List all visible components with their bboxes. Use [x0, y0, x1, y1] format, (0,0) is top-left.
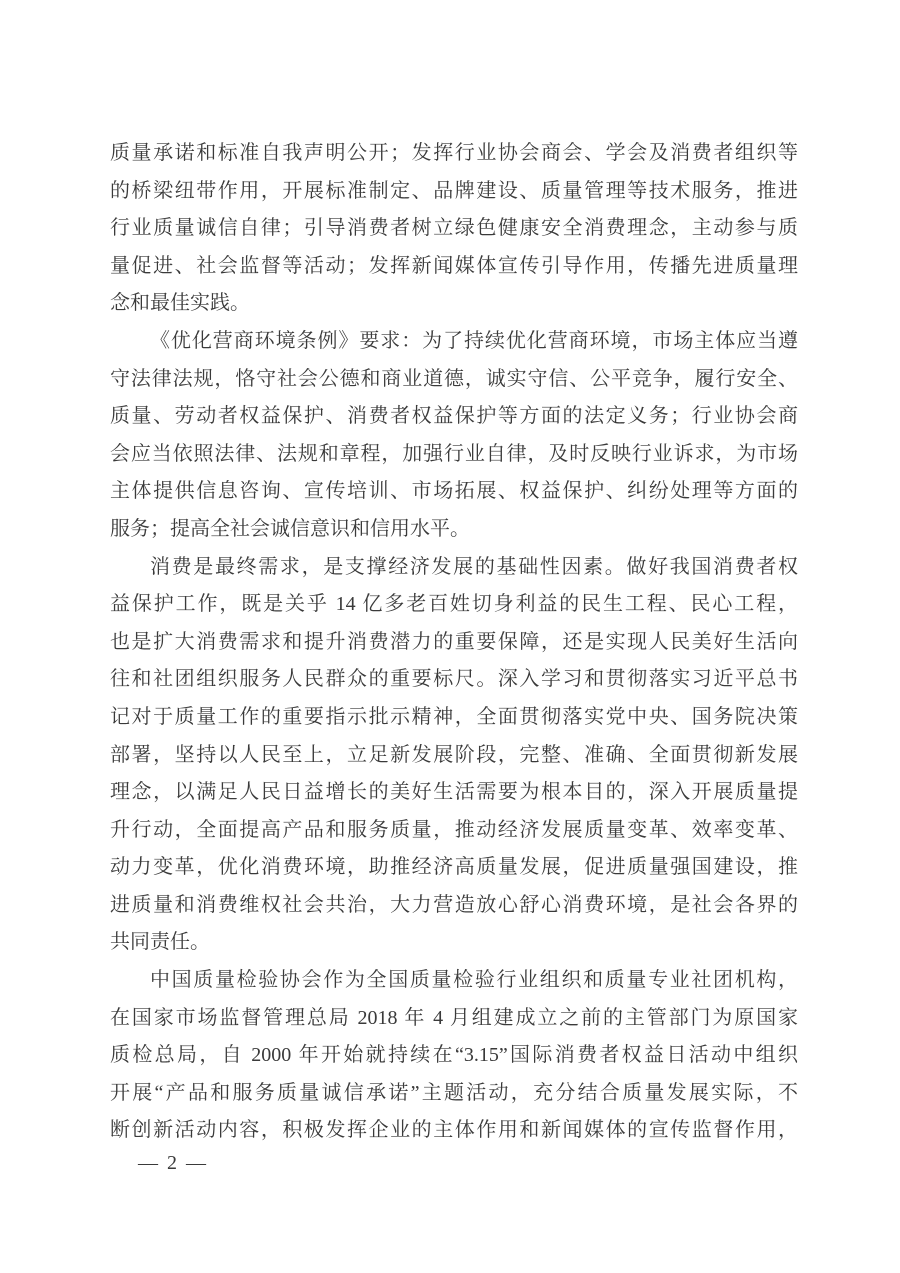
text-line: 也是扩大消费需求和提升消费潜力的重要保障，还是实现人民美好生活向 [110, 630, 798, 653]
text-line: 记对于质量工作的重要指示批示精神，全面贯彻落实党中央、国务院决策 [110, 705, 798, 728]
text-line: 质检总局，自 2000 年开始就持续在“3.15”国际消费者权益日活动中组织 [110, 1044, 798, 1067]
paragraph [110, 549, 798, 963]
paragraph [110, 135, 798, 323]
text-line: 会应当依照法律、法规和章程，加强行业自律，及时反映行业诉求，为市场 [110, 442, 798, 465]
text-line: 的桥梁纽带作用，开展标准制定、品牌建设、质量管理等技术服务，推进 [110, 179, 798, 202]
page-number: — 2 — [138, 1152, 208, 1174]
text-line: 往和社团组织服务人民群众的重要标尺。深入学习和贯彻落实习近平总书 [110, 668, 798, 691]
document-body [110, 135, 798, 1150]
text-line: 量促进、社会监督等活动；发挥新闻媒体宣传引导作用，传播先进质量理 [110, 254, 798, 277]
text-line: 质量承诺和标准自我声明公开；发挥行业协会商会、学会及消费者组织等 [110, 142, 798, 164]
text-line: 开展“产品和服务质量诚信承诺”主题活动，充分结合质量发展实际，不 [110, 1081, 798, 1104]
text-line: 动力变革，优化消费环境，助推经济高质量发展，促进质量强国建设，推 [110, 856, 798, 879]
text-line: 守法律法规，恪守社会公德和商业道德，诚实守信、公平竞争，履行安全、 [110, 367, 798, 390]
text-line: 念和最佳实践。 [110, 292, 250, 315]
text-line: 部署，坚持以人民至上，立足新发展阶段，完整、准确、全面贯彻新发展 [110, 743, 798, 766]
text-line: 行业质量诚信自律；引导消费者树立绿色健康安全消费理念，主动参与质 [110, 217, 798, 240]
text-line: 理念，以满足人民日益增长的美好生活需要为根本目的，深入开展质量提 [110, 781, 798, 804]
text-line: 《优化营商环境条例》要求：为了持续优化营商环境，市场主体应当遵 [150, 329, 798, 352]
text-line: 服务；提高全社会诚信意识和信用水平。 [110, 517, 470, 540]
text-line: 升行动，全面提高产品和服务质量，推动经济发展质量变革、效率变革、 [110, 818, 798, 841]
text-line: 断创新活动内容，积极发挥企业的主体作用和新闻媒体的宣传监督作用， [110, 1119, 798, 1142]
text-line: 质量、劳动者权益保护、消费者权益保护等方面的法定义务；行业协会商 [110, 405, 798, 428]
text-line: 益保护工作，既是关乎 14 亿多老百姓切身利益的民生工程、民心工程， [110, 593, 798, 616]
text-line: 中国质量检验协会作为全国质量检验行业组织和质量专业社团机构， [150, 969, 798, 992]
text-line: 消费是最终需求，是支撑经济发展的基础性因素。做好我国消费者权 [150, 555, 798, 578]
text-line: 共同责任。 [110, 931, 210, 954]
text-line: 在国家市场监督管理总局 2018 年 4 月组建成立之前的主管部门为原国家 [110, 1006, 798, 1029]
text-line: 主体提供信息咨询、宣传培训、市场拓展、权益保护、纠纷处理等方面的 [110, 480, 798, 503]
text-line: 进质量和消费维权社会共治，大力营造放心舒心消费环境，是社会各界的 [110, 893, 798, 916]
paragraph [110, 323, 798, 549]
paragraph [110, 962, 798, 1150]
